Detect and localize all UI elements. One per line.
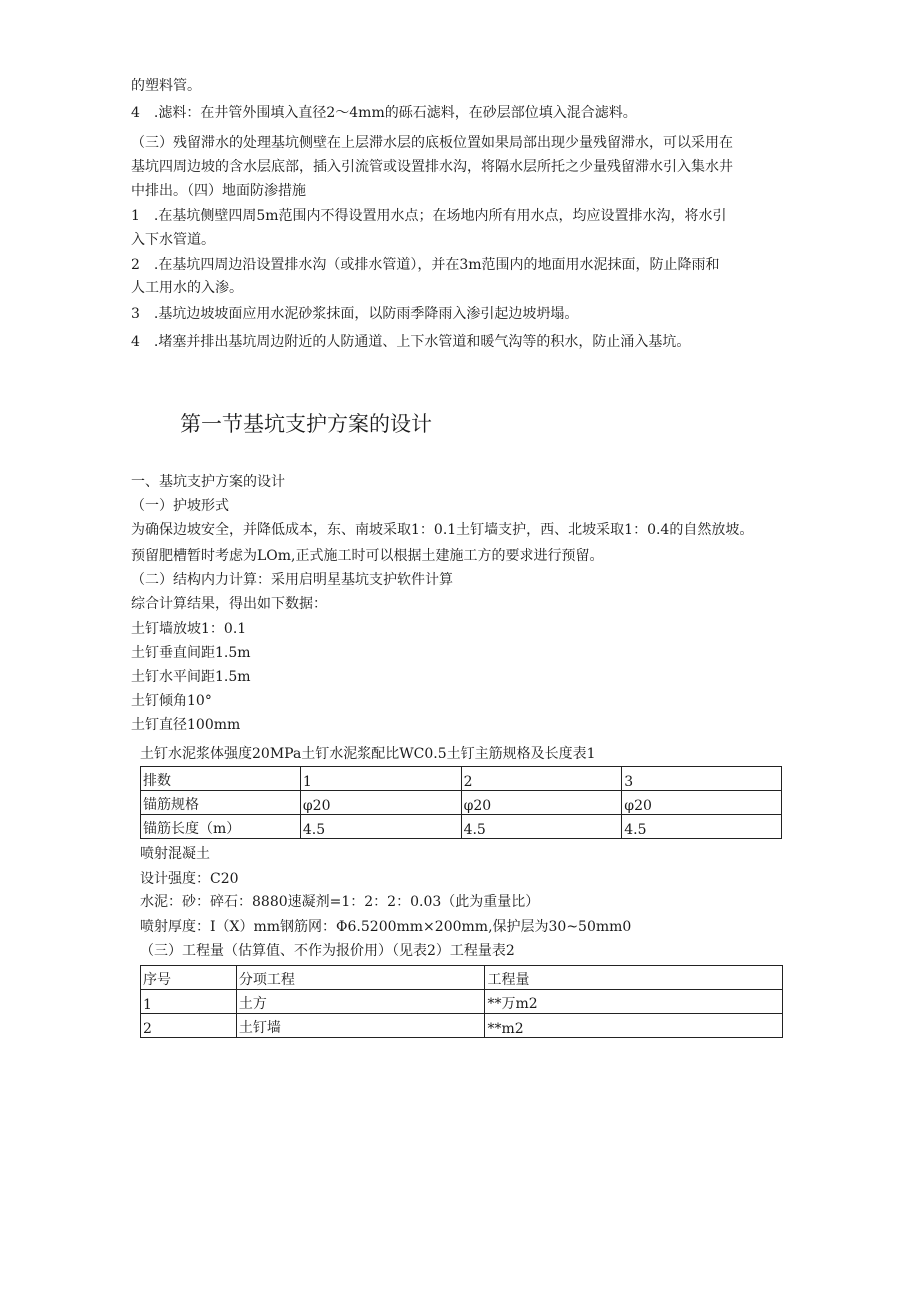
table-cell: φ20 <box>461 791 622 815</box>
text-line: 2 .在基坑四周边沿设置排水沟（或排水管道），并在3m范围内的地面用水泥抹面，防止降雨和 <box>131 257 720 273</box>
table-cell: 4.5 <box>461 815 622 839</box>
text-line: 设计强度：C20 <box>140 871 239 887</box>
table1-caption: 土钉水泥浆体强度20MPa土钉水泥浆配比WC0.5土钉主筋规格及长度表1 <box>140 746 596 762</box>
text-line: （三）残留滞水的处理基坑侧壁在上层滞水层的底板位置如果局部出现少量残留滞水，可以采用在 <box>131 135 733 151</box>
text-line: 4 .滤料：在井管外围填入直径2～4mm的砾石滤料，在砂层部位填入混合滤料。 <box>131 105 637 121</box>
text-line: 土钉墙放坡1：0.1 <box>131 621 247 637</box>
table-cell: **m2 <box>485 1014 783 1038</box>
table-cell: 1 <box>141 990 237 1014</box>
text-line: 基坑四周边坡的含水层底部，插入引流管或设置排水沟，将隔水层所托之少量残留滞水引入集水井 <box>131 159 733 175</box>
table-cell: 土方 <box>236 990 485 1014</box>
text-line: 中排出。（四）地面防渗措施 <box>131 183 306 199</box>
text-line: 4 .堵塞并排出基坑周边附近的人防通道、上下水管道和暖气沟等的积水，防止涌入基坑。 <box>131 334 691 350</box>
text-line: 的塑料管。 <box>131 78 201 94</box>
text-line: 为确保边坡安全，并降低成本，东、南坡采取1：0.1土钉墙支护，西、北坡采取1：0.4的自然放坡。 <box>131 522 754 538</box>
text-line: 土钉垂直间距1.5m <box>131 645 251 661</box>
table-cell: 4.5 <box>622 815 782 839</box>
table-cell: 4.5 <box>300 815 461 839</box>
table-cell: 锚筋规格 <box>141 791 301 815</box>
text-line: 综合计算结果，得出如下数据： <box>131 596 327 612</box>
table-row <box>141 767 782 791</box>
text-line: 水泥：砂：碎石：8880速凝剂=1：2：2：0.03（此为重量比） <box>140 894 540 910</box>
text-line: 人工用水的入渗。 <box>131 280 243 296</box>
text-line: 喷射厚度：I（X）mm钢筋网：Φ6.5200mm×200mm,保护层为30~50mm0 <box>140 919 632 935</box>
table-row <box>141 791 782 815</box>
table-cell: 土钉墙 <box>236 1014 485 1038</box>
table-cell: 锚筋长度（m） <box>141 815 301 839</box>
text-line: 土钉水平间距1.5m <box>131 669 251 685</box>
table-cell: 排数 <box>141 767 301 791</box>
table-cell: 分项工程 <box>236 966 485 990</box>
text-line: 土钉直径100mm <box>131 717 241 733</box>
text-line: 预留肥槽暂时考虑为LOm,正式施工时可以根据土建施工方的要求进行预留。 <box>131 548 604 564</box>
table-cell: φ20 <box>300 791 461 815</box>
table-row <box>141 1014 783 1038</box>
table-cell: **万m2 <box>485 990 783 1014</box>
subsection-heading: （一）护坡形式 <box>131 498 229 514</box>
quantity-table <box>140 965 783 1038</box>
table-cell: 1 <box>300 767 461 791</box>
table2-caption: （三）工程量（估算值、不作为报价用）（见表2）工程量表2 <box>140 943 515 959</box>
table-cell: φ20 <box>622 791 782 815</box>
section-title: 第一节基坑支护方案的设计 <box>180 412 432 436</box>
text-line: 土钉倾角10° <box>131 693 212 709</box>
table-cell: 2 <box>141 1014 237 1038</box>
text-line: 入下水管道。 <box>131 232 215 248</box>
table-cell: 3 <box>622 767 782 791</box>
subsection-heading: 一、基坑支护方案的设计 <box>131 474 285 490</box>
table-cell: 序号 <box>141 966 237 990</box>
rebar-spec-table <box>140 766 782 839</box>
table-row <box>141 815 782 839</box>
text-line: 1 .在基坑侧壁四周5m范围内不得设置用水点；在场地内所有用水点，均应设置排水沟，将水引 <box>131 208 727 224</box>
text-line: 喷射混凝土 <box>140 846 210 862</box>
table-row <box>141 990 783 1014</box>
table-cell: 2 <box>461 767 622 791</box>
subsection-heading: （二）结构内力计算：采用启明星基坑支护软件计算 <box>131 572 453 588</box>
table-cell: 工程量 <box>485 966 783 990</box>
text-line: 3 .基坑边坡坡面应用水泥砂浆抹面，以防雨季降雨入渗引起边坡坍塌。 <box>131 306 579 322</box>
table-row <box>141 966 783 990</box>
